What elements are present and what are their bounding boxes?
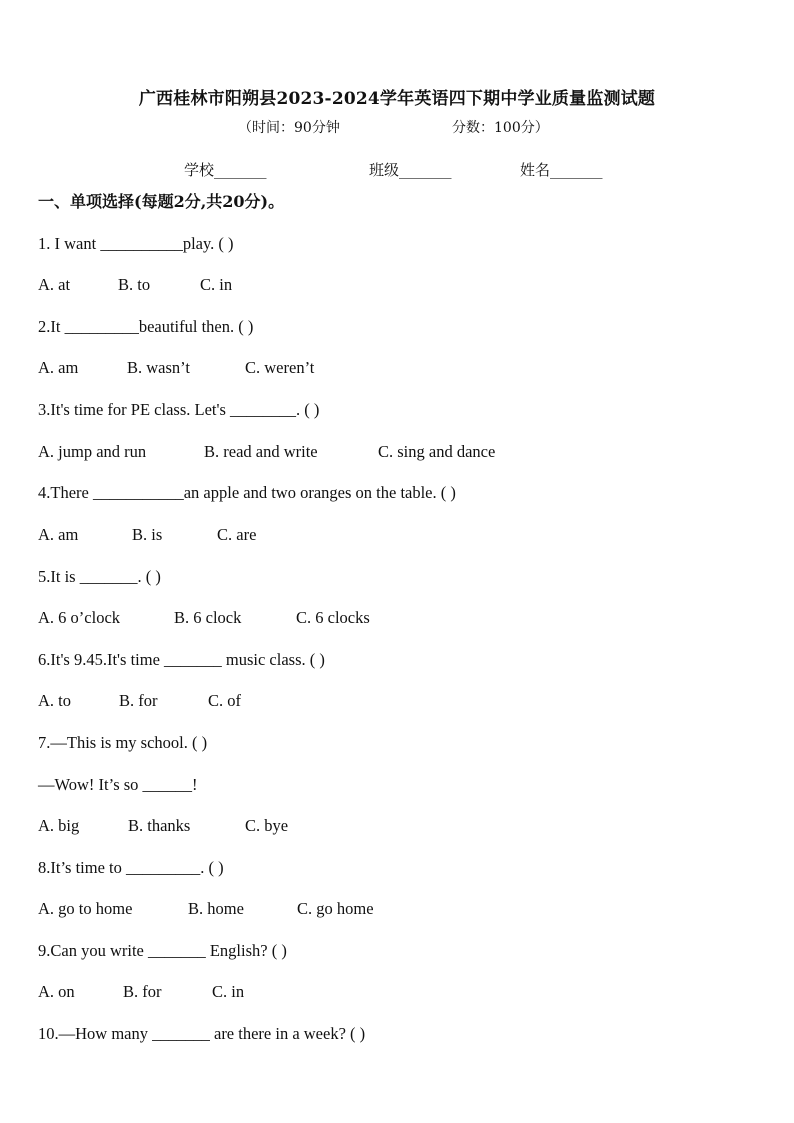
page-title: 广西桂林市阳朔县2023-2024学年英语四下期中学业质量监测试题 [138, 89, 656, 109]
option-b: B. home [188, 899, 244, 918]
question-7-stem: 7.—This is my school. ( ) [38, 733, 208, 752]
question-1-stem: 1. I want __________play. ( ) [38, 234, 234, 253]
option-c: C. are [217, 525, 257, 544]
option-a: A. on [38, 982, 75, 1001]
name-field: 姓名_______ [520, 161, 603, 179]
option-a: A. 6 o’clock [38, 608, 121, 627]
question-2-stem: 2.It _________beautiful then. ( ) [38, 317, 254, 336]
exam-score: 分数：100分） [452, 120, 549, 136]
option-c: C. sing and dance [378, 442, 496, 461]
option-c: C. of [208, 691, 241, 710]
option-a: A. am [38, 525, 79, 544]
exam-time: （时间：90分钟 [238, 120, 340, 136]
question-8-stem: 8.It’s time to _________. ( ) [38, 858, 224, 877]
option-b: B. is [132, 525, 163, 544]
option-c: C. weren’t [245, 358, 315, 377]
option-a: A. am [38, 358, 79, 377]
option-a: A. jump and run [38, 442, 147, 461]
option-b: B. read and write [204, 442, 318, 461]
option-c: C. in [212, 982, 245, 1001]
option-b: B. wasn’t [127, 358, 190, 377]
option-c: C. in [200, 275, 233, 294]
option-a: A. go to home [38, 899, 133, 918]
class-field: 班级_______ [369, 161, 452, 179]
question-3-stem: 3.It's time for PE class. Let's ________. ( ) [38, 400, 320, 419]
option-a: A. at [38, 275, 71, 294]
section-heading: 一、单项选择(每题2分,共20分)。 [38, 192, 285, 211]
option-b: B. to [118, 275, 151, 294]
question-7-reply: —Wow! It’s so ______! [38, 775, 198, 794]
option-c: C. go home [297, 899, 374, 918]
school-field: 学校_______ [184, 161, 267, 179]
option-a: A. to [38, 691, 71, 710]
option-a: A. big [38, 816, 80, 835]
option-b: B. for [119, 691, 158, 710]
option-c: C. 6 clocks [296, 608, 370, 627]
question-6-stem: 6.It's 9.45.It's time _______ music class. ( ) [38, 650, 325, 669]
option-b: B. for [123, 982, 162, 1001]
question-4-stem: 4.There ___________an apple and two oranges on the table. ( ) [38, 483, 456, 502]
question-10-stem: 10.—How many _______ are there in a week? ( ) [38, 1024, 366, 1043]
question-5-stem: 5.It is _______. ( ) [38, 567, 161, 586]
question-9-stem: 9.Can you write _______ English? ( ) [38, 941, 287, 960]
option-b: B. thanks [128, 816, 191, 835]
option-c: C. bye [245, 816, 289, 835]
option-b: B. 6 clock [174, 608, 242, 627]
